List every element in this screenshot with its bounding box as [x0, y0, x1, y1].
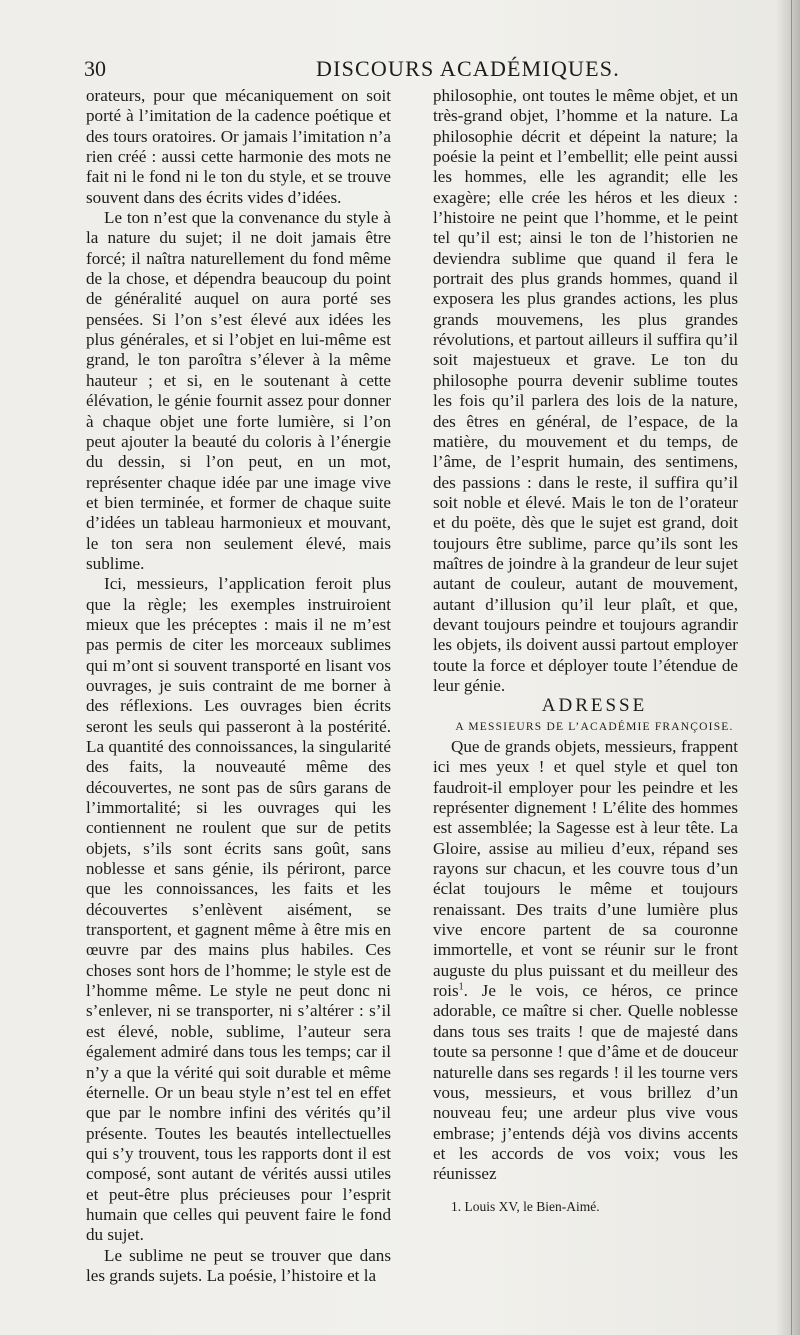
- paragraph-continuation: orateurs, pour que mécaniquement on soit porté à l’imitation de la cadence poétique et des tours oratoires. Or jamais l’imitation n’a rien créé : aussi cette harmonie des mots ne fait ni le fond ni le ton du style, et se trouve souvent dans des écrits vides d’idées.: [86, 86, 391, 207]
- page-edge-line: [791, 0, 792, 1335]
- page-header: [84, 50, 744, 84]
- paragraph: Ici, messieurs, l’application feroit plus que la règle; les exemples instruiroient mieux que les préceptes : mais il ne m’est pas permis de citer les morceaux sublimes qui m’ont si souvent transporté en lisant vos ouvrages, je suis contraint de me borner à des réflexions. Les ouvrages bien écrits seront les seuls qui passeront à la postérité. La quantité des connoissances, la singularité des faits, la nouveauté même des découvertes, ne sont pas de sûrs garans de l’immortalité; si les ouvrages qui les contiennent ne roulent que sur de petits objets, s’ils sont écrits sans goût, sans noblesse et sans génie, ils périront, parce que les connoissances, les faits et les découvertes s’enlèvent aisément, se transportent, et gagnent même à être mis en œuvre par des mains plus habiles. Ces choses sont hors de l’homme; le style est de l’homme même. Le style ne peut donc ni s’enlever, ni se transporter, ni s’altérer : s’il est élevé, noble, sublime, l’auteur sera également admiré dans tous les temps; car il n’y a que la vérité qui soit durable et même éternelle. Or un beau style n’est tel en effet que par le nombre infini des vérités qu’il présente. Toutes les beautés intellectuelles qui s’y trouvent, tous les rapports dont il est composé, sont autant de vérités aussi utiles et peut-être plus précieuses pour l’esprit humain que celles qui peuvent faire le fond du sujet.: [86, 574, 391, 1245]
- paragraph: Le sublime ne peut se trouver que dans les grands sujets. La poésie, l’histoire et la: [86, 1245, 391, 1285]
- page-number: 30: [84, 56, 106, 81]
- running-head: DISCOURS ACADÉMIQUES.: [316, 56, 620, 81]
- footnote-spacer: [433, 1185, 738, 1197]
- paragraph-continuation: philosophie, ont toutes le même objet, et un très-grand objet, l’homme et la nature. La philosophie décrit et dépeint la nature; la poésie la peint et l’embellit; elle peint aussi les hommes, elle les agrandit; elle les exagère; elle crée les héros et les dieux : l’histoire ne peint que l’homme, et le peint tel qu’il est; ainsi le ton de l’historien ne deviendra sublime que quand il fera le portrait des plus grands hommes, quand il exposera les plus grandes actions, les plus grands mouvemens, les plus grandes révolutions, et partout ailleurs il suffira qu’il soit majestueux et grave. Le ton du philosophe pourra devenir sublime toutes les fois qu’il parlera des lois de la nature, des êtres en général, de l’espace, de la matière, du mouvement et du temps, de l’âme, de l’esprit humain, des sentimens, des passions : dans le reste, il suffira qu’il soit noble et élevé. Mais le ton de l’orateur et du poëte, dès que le sujet est grand, doit toujours être sublime, parce qu’ils sont les maîtres de joindre à la grandeur de leur sujet autant de couleur, autant de mouvement, autant d’illusion qu’il leur plaît, et que, devant toujours peindre et toujours agrandir les objets, ils doivent aussi partout employer toute la force et déployer toute l’étendue de leur génie.: [433, 86, 738, 695]
- footnote-marker: 1: [458, 981, 464, 993]
- address-text-continued: . Je le vois, ce héros, ce prince adorable, ce maître si cher. Quelle noblesse dans tous ses traits ! que de majesté dans toute sa personne ! que d’âme et de douceur naturelle dans ses regards ! il les tourne vers vous, messieurs, et vous brillez d’un nouveau feu; une ardeur plus vive vous embrase; j’entends déjà vos divins accents et les accords de vos voix; vous les réunissez: [433, 981, 738, 1184]
- address-text: Que de grands objets, messieurs, frappent ici mes yeux ! et quel style et quel ton faudroit-il employer pour les peindre et les représenter dignement ! L’élite des hommes est assemblée; la Sagesse est à leur tête. La Gloire, assise au milieu d’eux, répand ses rayons sur chacun, et les couvre tous d’un éclat toujours le même et toujours renaissant. Des traits d’une lumière plus vive encore partent de sa couronne immortelle, et vont se réunir sur le front auguste du plus puissant et du meilleur des rois: [433, 737, 738, 1001]
- section-title: ADRESSE: [541, 695, 648, 717]
- address-paragraph: [433, 737, 738, 1185]
- paragraph: Le ton n’est que la convenance du style à la nature du sujet; il ne doit jamais être forcé; il naîtra naturellement du fond même de la chose, et dépendra beaucoup du point de généralité auquel on aura porté ses pensées. Si l’on s’est élevé aux idées les plus générales, et si l’objet en lui-même est grand, le ton paroîtra s’élever à la même hauteur ; et si, en le soutenant à cette élévation, le génie fournit assez pour donner à chaque objet une forte lumière, si l’on peut ajouter la beauté du coloris à l’énergie du dessin, si l’on peut, en un mot, représenter chaque idée par une image vive et bien terminée, et former de chaque suite d’idées un tableau harmonieux et mouvant, le ton sera non seulement élevé, mais sublime.: [86, 208, 391, 573]
- right-column: [433, 86, 738, 1217]
- left-column: [86, 86, 391, 1286]
- section-subtitle: A MESSIEURS DE L’ACADÉMIE FRANÇOISE.: [455, 720, 734, 733]
- page-edge-shadow: [776, 0, 800, 1335]
- footnote: 1. Louis XV, le Bien-Aimé.: [451, 1198, 600, 1214]
